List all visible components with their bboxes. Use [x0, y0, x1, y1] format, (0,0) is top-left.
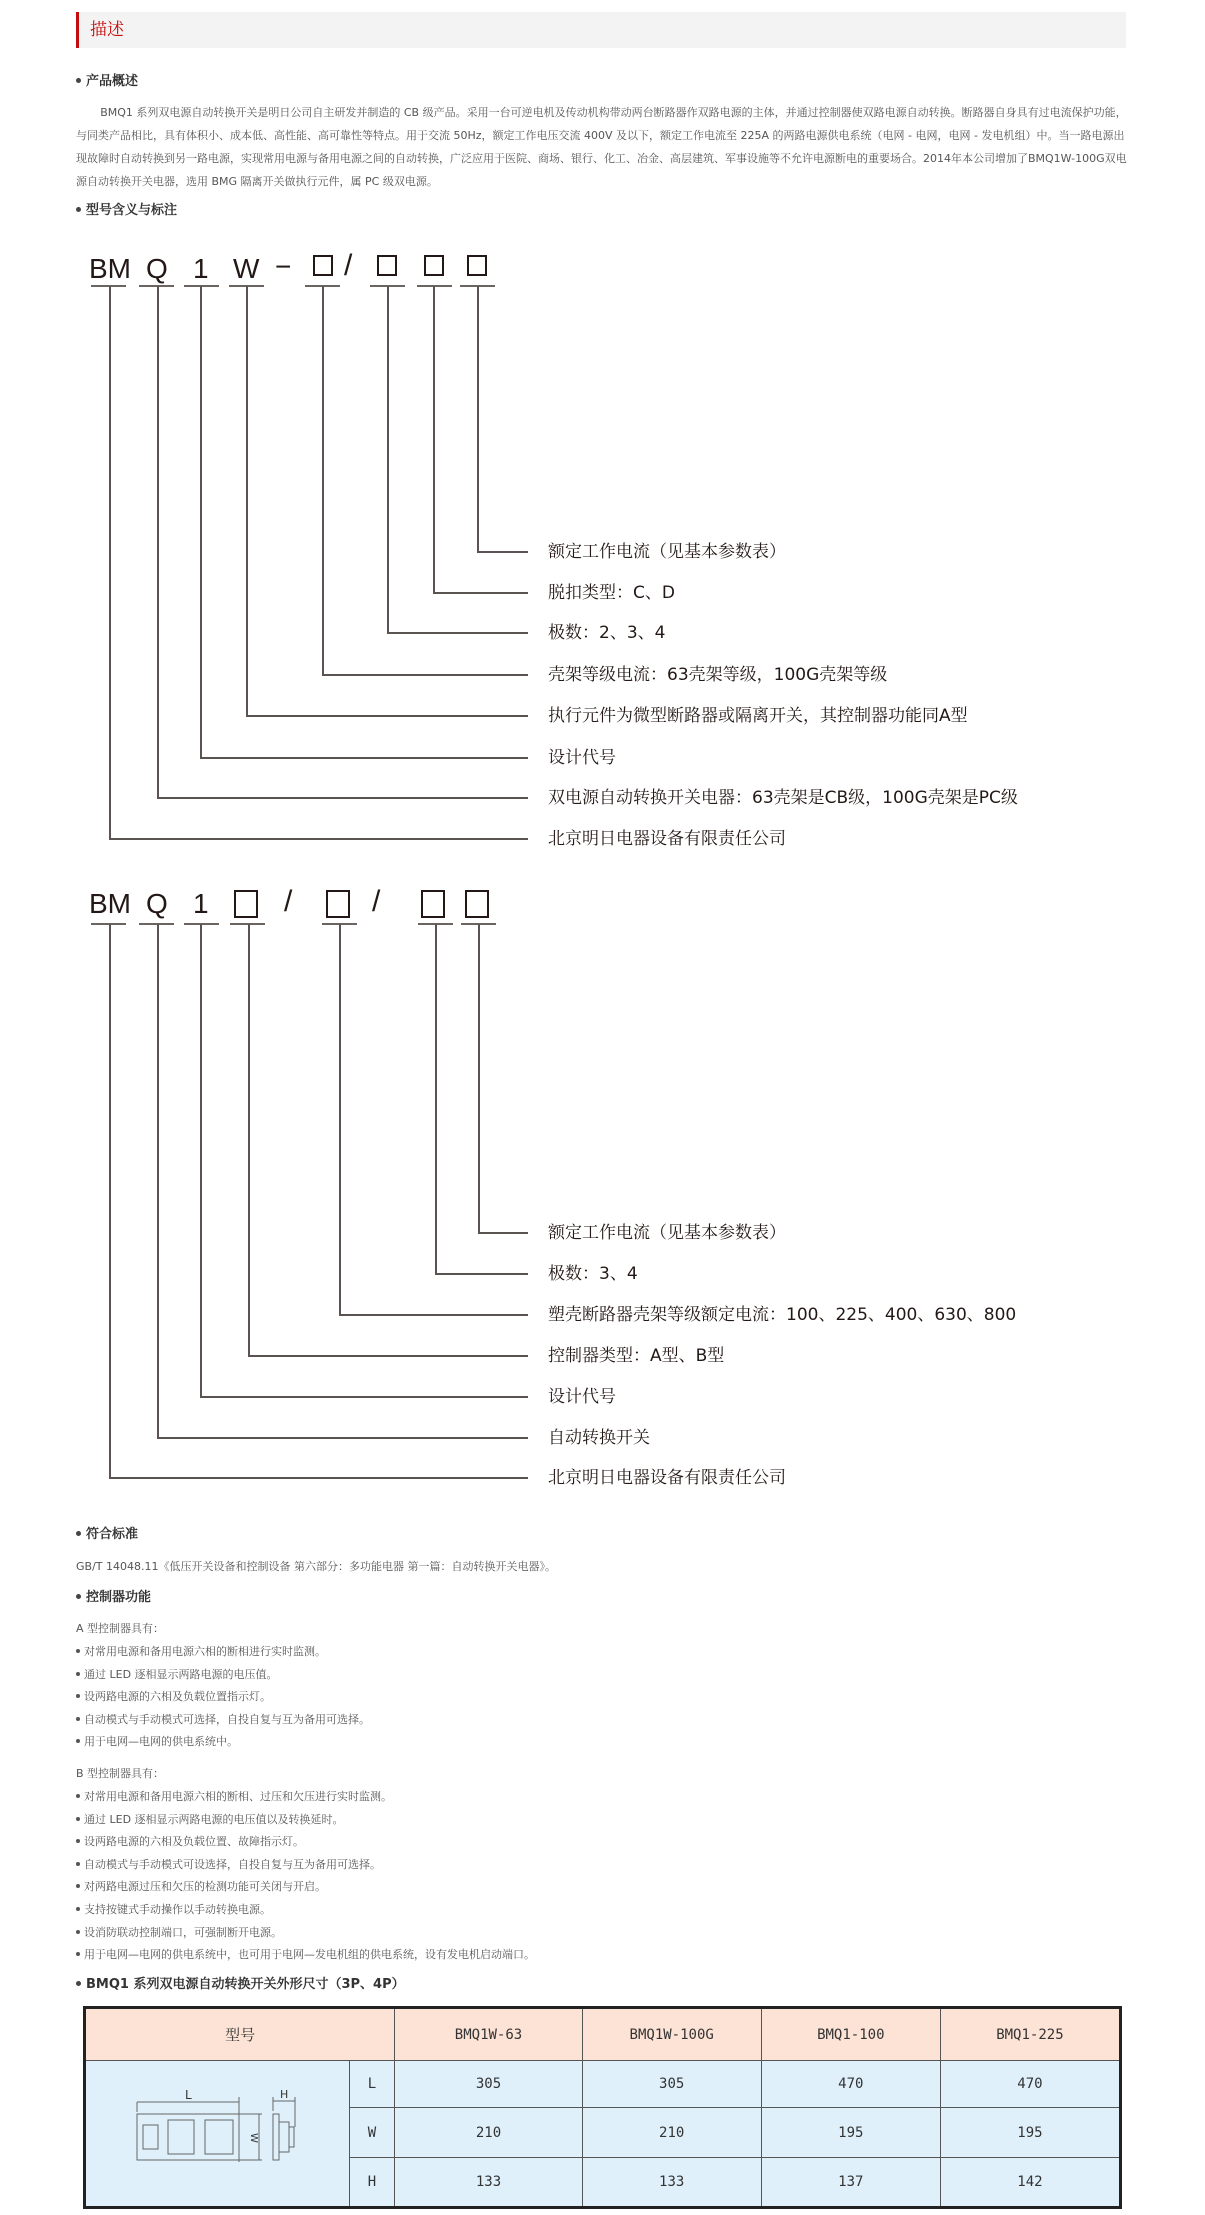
code-slash: /: [344, 249, 353, 282]
bullet-icon: [76, 1694, 80, 1698]
dimensions-heading: [76, 1976, 405, 1994]
list-item: [76, 1734, 370, 1757]
list-item: [76, 1902, 535, 1925]
table-cell: 195: [940, 2108, 1120, 2158]
leader-line: [339, 924, 341, 1316]
placeholder-box: [465, 890, 489, 918]
list-item-text: 自动模式与手动模式可设选择，自投自复与互为备用可选择。: [84, 1857, 381, 1871]
code-dash: −: [275, 251, 292, 282]
list-item: [76, 1712, 370, 1735]
bullet-icon: [76, 1794, 80, 1798]
header-column: BMQ1-225: [940, 2008, 1120, 2061]
bullet-icon: [76, 1930, 80, 1934]
code-q: Q: [146, 253, 168, 284]
bullet-icon: [76, 1907, 80, 1911]
leader-line: [322, 286, 324, 676]
diagram2-label-controller-type: 控制器类型：A型、B型: [548, 1346, 725, 1366]
leader-line: [109, 286, 111, 840]
bullet-icon: [76, 1672, 80, 1676]
code-bm: BM: [89, 253, 131, 284]
underline: [461, 923, 496, 925]
leader-line: [387, 286, 389, 634]
bullet-icon: [76, 1717, 80, 1721]
table-cell: 133: [582, 2158, 761, 2208]
leader-line: [435, 924, 437, 1275]
leader-line: [322, 674, 528, 676]
list-item: [76, 1947, 535, 1970]
diagram2-label-rated-current: 额定工作电流（见基本参数表）: [548, 1223, 786, 1243]
standards-heading-text: 符合标准: [86, 1527, 139, 1542]
placeholder-box: [377, 255, 397, 276]
list-item-text: 设消防联动控制端口，可强制断开电源。: [84, 1925, 282, 1939]
header-column: BMQ1-100: [761, 2008, 940, 2061]
header-model: 型号: [85, 2008, 395, 2061]
header-column: BMQ1W-63: [395, 2008, 582, 2061]
bullet-icon: [76, 1649, 80, 1653]
bullet-icon: [76, 1952, 80, 1956]
code-q: Q: [146, 888, 168, 919]
drawing-label-l: L: [185, 2087, 192, 2102]
bullet-icon: [76, 1862, 80, 1866]
diagram1-label-trip-type: 脱扣类型：C、D: [548, 583, 675, 603]
overview-heading-text: 产品概述: [86, 74, 139, 89]
list-item: [76, 1667, 370, 1690]
diagram1-label-company: 北京明日电器设备有限责任公司: [548, 829, 786, 849]
bullet-icon: [76, 1817, 80, 1821]
diagram1-label-design-code: 设计代号: [548, 748, 616, 768]
bullet-icon: [76, 1531, 81, 1536]
leader-line: [200, 757, 528, 759]
list-item: [76, 1834, 535, 1857]
underline: [139, 923, 174, 925]
table-cell: 210: [395, 2108, 582, 2158]
placeholder-box: [234, 890, 258, 918]
list-item-text: 自动模式与手动模式可选择，自投自复与互为备用可选择。: [84, 1712, 370, 1726]
placeholder-box: [424, 255, 444, 276]
diagram2-label-poles: 极数：3、4: [548, 1264, 638, 1284]
leader-line: [200, 286, 202, 759]
bullet-icon: [76, 1839, 80, 1843]
underline: [322, 923, 357, 925]
list-item: [76, 1789, 535, 1812]
list-item: [76, 1925, 535, 1948]
list-item: [76, 1689, 370, 1712]
leader-line: [435, 1273, 528, 1275]
list-item-text: 通过 LED 逐相显示两路电源的电压值。: [84, 1667, 278, 1681]
list-item: [76, 1879, 535, 1902]
leader-line: [478, 1232, 528, 1234]
dim-label: L: [349, 2061, 395, 2108]
list-item-text: 支持按键式手动操作以手动转换电源。: [84, 1902, 271, 1916]
list-item-text: 用于电网—电网的供电系统中，也可用于电网—发电机组的供电系统，设有发电机启动端口。: [84, 1948, 535, 1962]
leader-line: [109, 1477, 528, 1479]
controller-b-list: [76, 1789, 535, 1970]
bullet-icon: [76, 1981, 81, 1986]
code-slash: /: [372, 885, 381, 918]
dimensions-heading-text: BMQ1 系列双电源自动转换开关外形尺寸（3P、4P）: [86, 1977, 405, 1992]
placeholder-box: [421, 890, 445, 918]
table-cell: 133: [395, 2158, 582, 2208]
leader-line: [157, 797, 528, 799]
list-item-text: 设两路电源的六相及负载位置指示灯。: [84, 1690, 271, 1703]
diagram2-label-company: 北京明日电器设备有限责任公司: [548, 1468, 786, 1488]
standards-heading: [76, 1526, 138, 1544]
underline: [230, 923, 265, 925]
code-1: 1: [193, 888, 209, 919]
dimensions-table: [83, 2006, 1122, 2209]
table-cell: 470: [761, 2061, 940, 2108]
underline: [184, 923, 219, 925]
controller-a-list: [76, 1644, 370, 1757]
table-cell: 195: [761, 2108, 940, 2158]
section-header-title: 描述: [90, 20, 124, 40]
table-cell: 210: [582, 2108, 761, 2158]
code-1: 1: [193, 253, 209, 284]
diagram2-label-design-code: 设计代号: [548, 1387, 616, 1407]
list-item-text: 对常用电源和备用电源六相的断相进行实时监测。: [84, 1645, 326, 1658]
leader-line: [433, 286, 435, 594]
dim-label: H: [349, 2158, 395, 2208]
bullet-icon: [76, 1739, 80, 1743]
overview-paragraph: BMQ1 系列双电源自动转换开关是明日公司自主研发并制造的 CB 级产品。采用一台可逆电机及传动机构带动两台断路器作双路电源的主体，并通过控制器使双路电源自动转换。断路器自身具有过电流保护功能，与同类产品相比，具有体积小、成本低、高性能、高可靠性等特点。用于交流 50Hz，额定工作电压交流 400V 及以下，额定工作电流至 225A 的两路电源供电系统（电网 - 电网，电网 - 发电机组）中。当一路电源出现故障时自动转换到另一路电源，实现常用电源与备用电源之间的自动转换，广泛应用于医院、商场、银行、化工、冶金、高层建筑、军事设施等不允许电源断电的重要场合。2014年本公司增加了BMQ1W-100G双电源自动转换开关电器，选用 BMG 隔离开关做执行元件，属 PC 级双电源。: [76, 106, 1127, 188]
code-slash: /: [284, 885, 293, 918]
table-cell: 137: [761, 2158, 940, 2208]
table-cell: 470: [940, 2061, 1120, 2108]
list-item: [76, 1857, 535, 1880]
underline: [418, 923, 453, 925]
list-item-text: 用于电网—电网的供电系统中。: [84, 1735, 238, 1748]
leader-line: [478, 924, 480, 1234]
table-row: [85, 2061, 1121, 2108]
leader-line: [248, 1355, 528, 1357]
dimension-drawing-cell: [85, 2061, 350, 2208]
leader-line: [200, 1396, 528, 1398]
table-header-row: [85, 2008, 1121, 2061]
placeholder-box: [326, 890, 350, 918]
leader-line: [200, 924, 202, 1398]
code-bm: BM: [89, 888, 131, 919]
controller-heading-text: 控制器功能: [86, 1590, 152, 1605]
list-item-text: 设两路电源的六相及负载位置、故障指示灯。: [84, 1835, 304, 1849]
leader-line: [477, 551, 528, 553]
list-item: [76, 1644, 370, 1667]
leader-line: [157, 924, 159, 1439]
leader-line: [157, 1437, 528, 1439]
drawing-label-w: W: [248, 2132, 260, 2143]
list-item-text: 通过 LED 逐相显示两路电源的电压值以及转换延时。: [84, 1812, 344, 1826]
leader-line: [248, 924, 250, 1357]
diagram2-label-frame-current: 塑壳断路器壳架等级额定电流：100、225、400、630、800: [548, 1305, 1017, 1325]
dim-label: W: [349, 2108, 395, 2158]
list-item-text: 对常用电源和备用电源六相的断相、过压和欠压进行实时监测。: [84, 1790, 392, 1803]
placeholder-box: [313, 255, 333, 276]
leader-line: [246, 715, 528, 717]
drawing-label-h: H: [280, 2087, 289, 2101]
outline-drawing-icon: [117, 2087, 317, 2177]
header-column: BMQ1W-100G: [582, 2008, 761, 2061]
model-meaning-heading-text: 型号含义与标注: [86, 203, 178, 218]
list-item: [76, 1812, 535, 1835]
diagram1-label-rated-current: 额定工作电流（见基本参数表）: [548, 542, 786, 562]
table-cell: 305: [395, 2061, 582, 2108]
table-cell: 142: [940, 2158, 1120, 2208]
diagram1-label-product-type: 双电源自动转换开关电器：63壳架是CB级，100G壳架是PC级: [548, 788, 1018, 808]
diagram2-label-product-type: 自动转换开关: [548, 1428, 650, 1448]
table-cell: 305: [582, 2061, 761, 2108]
leader-line: [339, 1314, 528, 1316]
leader-line: [157, 286, 159, 799]
controller-b-title: B 型控制器具有：: [76, 1767, 165, 1780]
leader-line: [477, 286, 479, 553]
diagram1-label-actuator: 执行元件为微型断路器或隔离开关，其控制器功能同A型: [548, 706, 968, 726]
leader-line: [433, 592, 528, 594]
diagram1-label-poles: 极数：2、3、4: [548, 623, 666, 643]
diagram1-label-frame-current: 壳架等级电流：63壳架等级，100G壳架等级: [548, 665, 888, 685]
leader-line: [246, 286, 248, 717]
list-item-text: 对两路电源过压和欠压的检测功能可关闭与开启。: [84, 1880, 326, 1894]
standards-text: GB/T 14048.11《低压开关设备和控制设备 第六部分：多功能电器 第一篇：自动转换开关电器》。: [76, 1560, 556, 1573]
leader-line: [387, 632, 528, 634]
controller-heading: [76, 1589, 151, 1607]
leader-line: [109, 838, 528, 840]
model-diagram-1: [0, 0, 1205, 860]
controller-a-title: A 型控制器具有：: [76, 1622, 165, 1635]
bullet-icon: [76, 1594, 81, 1599]
placeholder-box: [467, 255, 487, 276]
code-w: W: [233, 253, 260, 284]
leader-line: [109, 924, 111, 1479]
underline: [91, 923, 126, 925]
bullet-icon: [76, 1884, 80, 1888]
